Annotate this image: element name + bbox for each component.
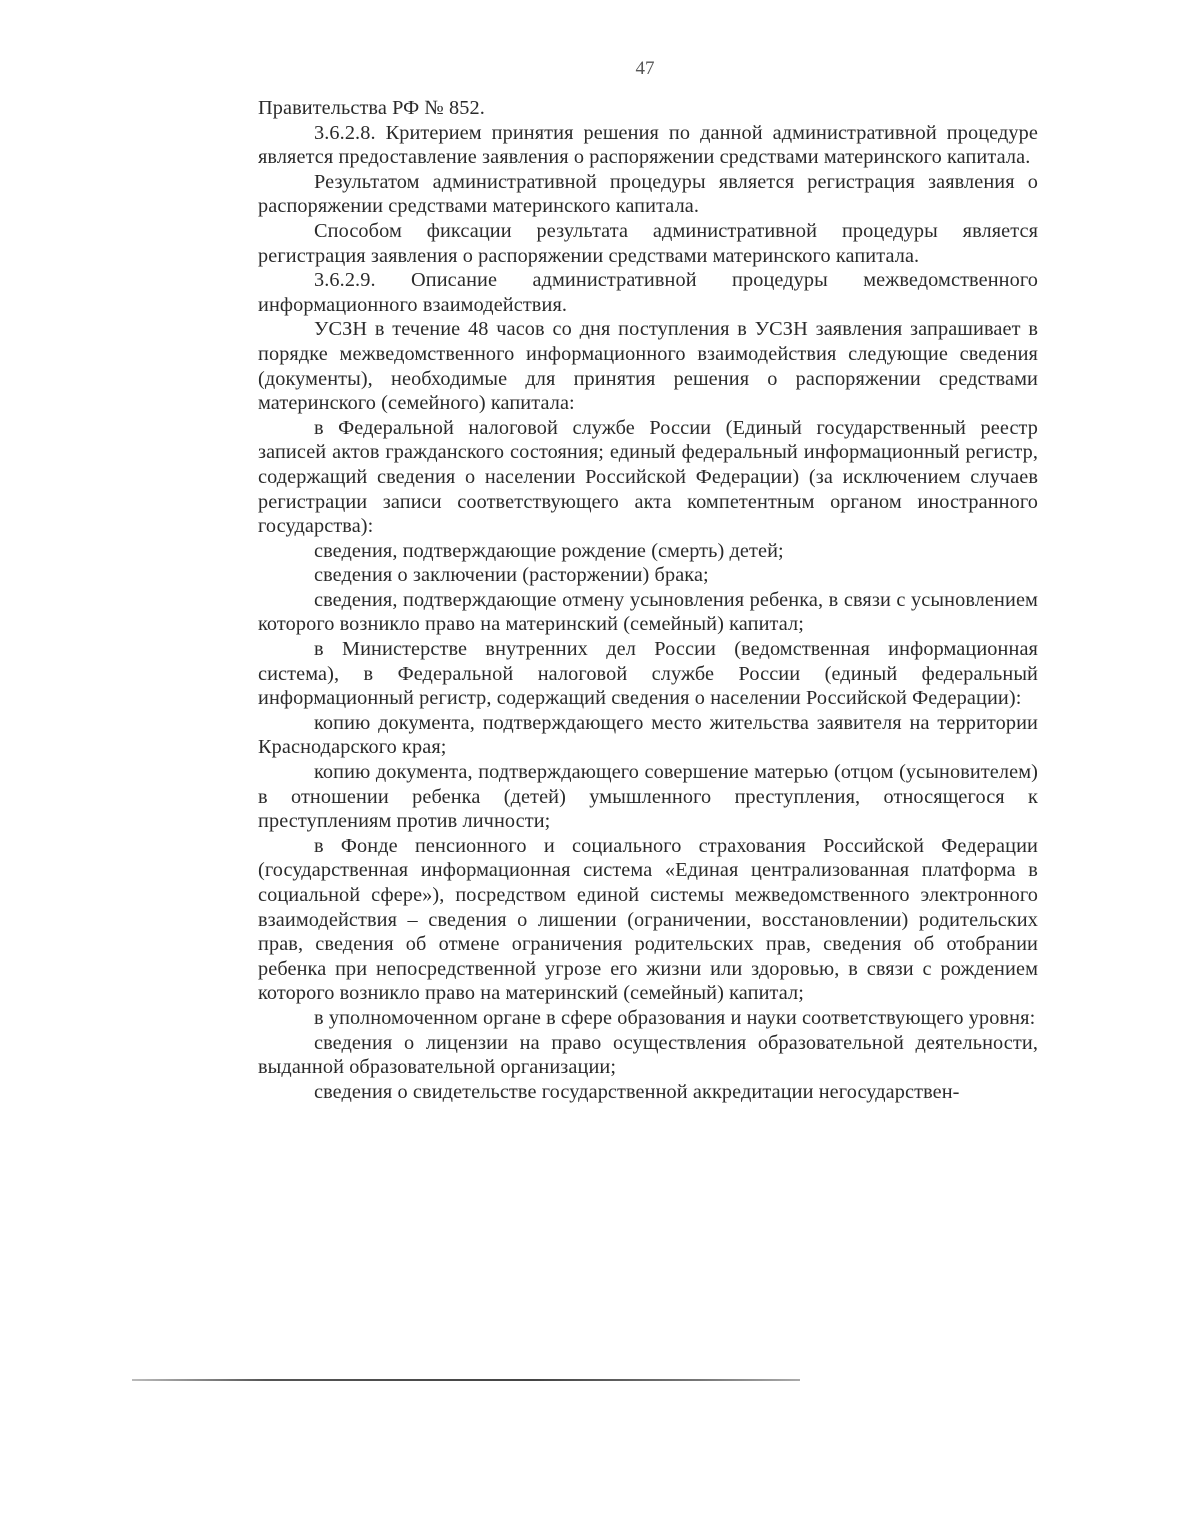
paragraph: сведения о свидетельстве государственной аккредитации негосударствен- <box>314 1080 960 1103</box>
paragraph: копию документа, подтверждающего место жительства заявителя на территории Краснодарского края; <box>258 711 1038 759</box>
paragraph: в Фонде пенсионного и социального страхования Российской Федерации (государственная информационная система «Единая централизованная платформа в социальной сфере»), посредством единой системы межведомственного электронного взаимодействия – сведения о лишении (ограничении, восстановлении) родительских прав, сведения об отмене ограничения родительских прав, сведения об отобрании ребенка при непосредственной угрозе его жизни или здоровью, в связи с рождением которого возникло право на материнский (семейный) капитал; <box>258 834 1038 1005</box>
paragraph: сведения, подтверждающие отмену усыновления ребенка, в связи с усыновлением которого возникло право на материнский (семейный) капитал; <box>258 588 1038 636</box>
paragraph: в Министерстве внутренних дел России (ведомственная информационная система), в Федеральной налоговой службе России (единый федеральный информационный регистр, содержащий сведения о населении Российской Федерации): <box>258 638 1038 710</box>
paragraph: копию документа, подтверждающего совершение матерью (отцом (усыновителем) в отношении ребенка (детей) умышленного преступления, относящегося к преступлениям против личности; <box>258 761 1038 833</box>
paragraph: Способом фиксации результата административной процедуры является регистрация заявления о распоряжении средствами материнского капитала. <box>258 219 1038 267</box>
paragraph: 3.6.2.8. Критерием принятия решения по данной административной процедуре является предоставление заявления о распоряжении средствами материнского капитала. <box>258 121 1038 169</box>
paragraph: сведения о лицензии на право осуществления образовательной деятельности, выданной образовательной организации; <box>258 1031 1038 1079</box>
paragraph: УСЗН в течение 48 часов со дня поступления в УСЗН заявления запрашивает в порядке межведомственного информационного взаимодействия следующие сведения (документы), необходимые для принятия решения о распоряжении средствами материнского (семейного) капитала: <box>258 318 1038 415</box>
paragraph: 3.6.2.9. Описание административной процедуры межведомственного информационного взаимодействия. <box>258 269 1038 316</box>
paragraph: в уполномоченном органе в сфере образования и науки соответствующего уровня: <box>314 1006 1036 1029</box>
page-number: 47 <box>635 58 655 79</box>
paragraph: Правительства РФ № 852. <box>258 97 485 119</box>
footnote-separator-line <box>132 1379 800 1381</box>
paragraph: сведения, подтверждающие рождение (смерть) детей; <box>314 539 784 562</box>
paragraph: Результатом административной процедуры является регистрация заявления о распоряжении средствами материнского капитала. <box>258 170 1038 218</box>
paragraph: сведения о заключении (расторжении) брака; <box>314 564 709 587</box>
paragraph: в Федеральной налоговой службе России (Единый государственный реестр записей актов гражданского состояния; единый федеральный информационный регистр, содержащий сведения о населении Российской Федерации) (за исключением случаев регистрации записи соответствующего акта компетентным органом иностранного государства): <box>258 416 1038 538</box>
document-body <box>258 96 1038 1104</box>
